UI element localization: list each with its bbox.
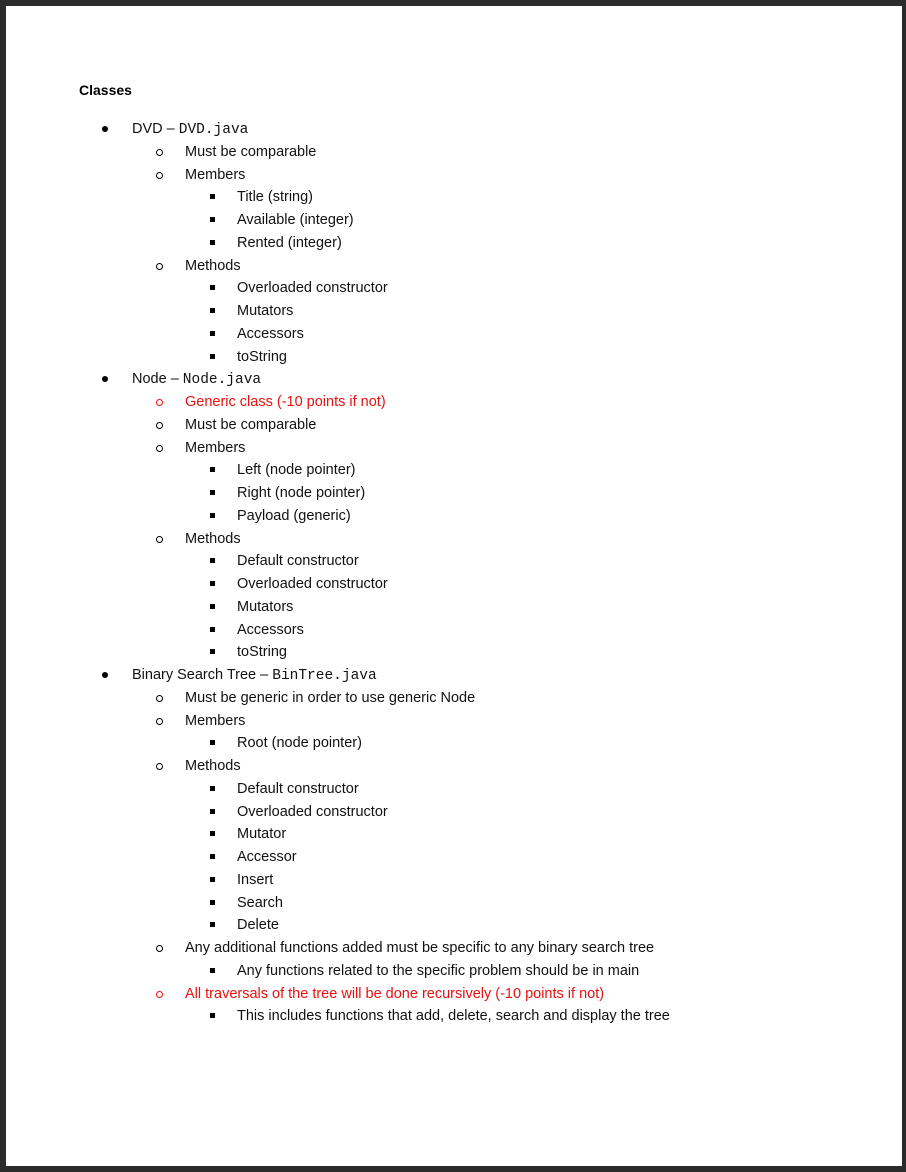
sub-list-item: Default constructor: [237, 553, 359, 570]
sub-list-item: Available (integer): [237, 212, 354, 228]
bullet-square: [210, 877, 215, 882]
bullet-square: [210, 649, 215, 654]
sub-list-item: Accessor: [237, 849, 297, 865]
bullet-square: [210, 354, 215, 359]
sub-list-item: Accessors: [237, 325, 304, 342]
bullet-circle: [156, 263, 163, 270]
section-filename: BinTree.java: [272, 668, 377, 684]
list-item: Methods: [185, 530, 241, 547]
bullet-square: [210, 331, 215, 336]
list-item: Methods: [185, 257, 241, 274]
bullet-disc: [102, 376, 108, 382]
list-item: Any additional functions added must be specific to any binary search tree: [185, 940, 655, 956]
list-item: Must be comparable: [185, 143, 317, 160]
sub-list-item: Mutator: [237, 826, 287, 843]
sub-list-item: Delete: [237, 917, 279, 934]
bullet-circle: [156, 399, 163, 406]
bullet-square: [210, 968, 215, 973]
bullet-circle: [156, 991, 163, 998]
bullet-square: [210, 1013, 215, 1018]
list-item: Must be generic in order to use generic Node: [185, 689, 476, 706]
bullet-square: [210, 285, 215, 290]
bullet-circle: [156, 695, 163, 702]
bullet-square: [210, 558, 215, 563]
bullet-square: [210, 900, 215, 905]
section-title-text: Binary Search Tree –: [132, 667, 273, 683]
section-filename: Node.java: [182, 372, 262, 389]
sub-list-item: Search: [237, 894, 283, 911]
section-title: [132, 664, 377, 686]
section-filename: DVD.java: [178, 122, 249, 138]
list-item: Must be comparable: [185, 416, 317, 433]
bullet-circle: [156, 149, 163, 156]
sub-list-item: Overloaded constructor: [237, 576, 388, 592]
sub-list-item: Rented (integer): [237, 234, 342, 251]
bullet-square: [210, 831, 215, 836]
section-title: [132, 118, 248, 140]
bullet-square: [210, 809, 215, 814]
bullet-square: [210, 581, 215, 586]
section-heading: Classes: [79, 82, 132, 98]
list-item: Methods: [185, 758, 241, 774]
sub-list-item: Left (node pointer): [237, 462, 356, 479]
bullet-square: [210, 854, 215, 859]
bullet-circle: [156, 945, 163, 952]
bullet-square: [210, 786, 215, 791]
bullet-circle: [156, 763, 163, 770]
list-item: Members: [185, 712, 246, 729]
section-title-text: DVD –: [132, 121, 179, 137]
bullet-square: [210, 240, 215, 245]
bullet-disc: [102, 672, 108, 678]
bullet-square: [210, 922, 215, 927]
bullet-circle: [156, 718, 163, 725]
document-page: [6, 6, 902, 1166]
bullet-square: [210, 513, 215, 518]
sub-list-item: Default constructor: [237, 780, 359, 797]
bullet-circle: [156, 445, 163, 452]
sub-list-item: Accessors: [237, 621, 304, 638]
bullet-disc: [102, 126, 108, 132]
bullet-square: [210, 604, 215, 609]
sub-list-item: toString: [237, 348, 287, 365]
list-item: All traversals of the tree will be done recursively (-10 points if not): [185, 985, 605, 1002]
bullet-circle: [156, 536, 163, 543]
sub-list-item: Mutators: [237, 598, 294, 615]
sub-list-item: Mutators: [237, 303, 294, 319]
section-title-text: Node –: [132, 371, 183, 388]
sub-list-item: Any functions related to the specific problem should be in main: [237, 962, 640, 979]
sub-list-item: Insert: [237, 871, 274, 888]
bullet-square: [210, 490, 215, 495]
sub-list-item: Right (node pointer): [237, 485, 366, 501]
bullet-square: [210, 194, 215, 199]
sub-list-item: Payload (generic): [237, 507, 351, 524]
bullet-square: [210, 467, 215, 472]
sub-list-item: Overloaded constructor: [237, 803, 388, 820]
list-item: Generic class (-10 points if not): [185, 394, 386, 410]
section-title: [132, 368, 261, 390]
bullet-circle: [156, 422, 163, 429]
bullet-square: [210, 217, 215, 222]
sub-list-item: This includes functions that add, delete, search and display the tree: [237, 1008, 670, 1025]
bullet-square: [210, 308, 215, 313]
sub-list-item: Root (node pointer): [237, 735, 362, 752]
sub-list-item: Title (string): [237, 189, 313, 206]
list-item: Members: [185, 439, 246, 456]
bullet-square: [210, 740, 215, 745]
list-item: Members: [185, 166, 246, 183]
sub-list-item: Overloaded constructor: [237, 280, 388, 297]
bullet-circle: [156, 172, 163, 179]
sub-list-item: toString: [237, 644, 287, 661]
bullet-square: [210, 627, 215, 632]
